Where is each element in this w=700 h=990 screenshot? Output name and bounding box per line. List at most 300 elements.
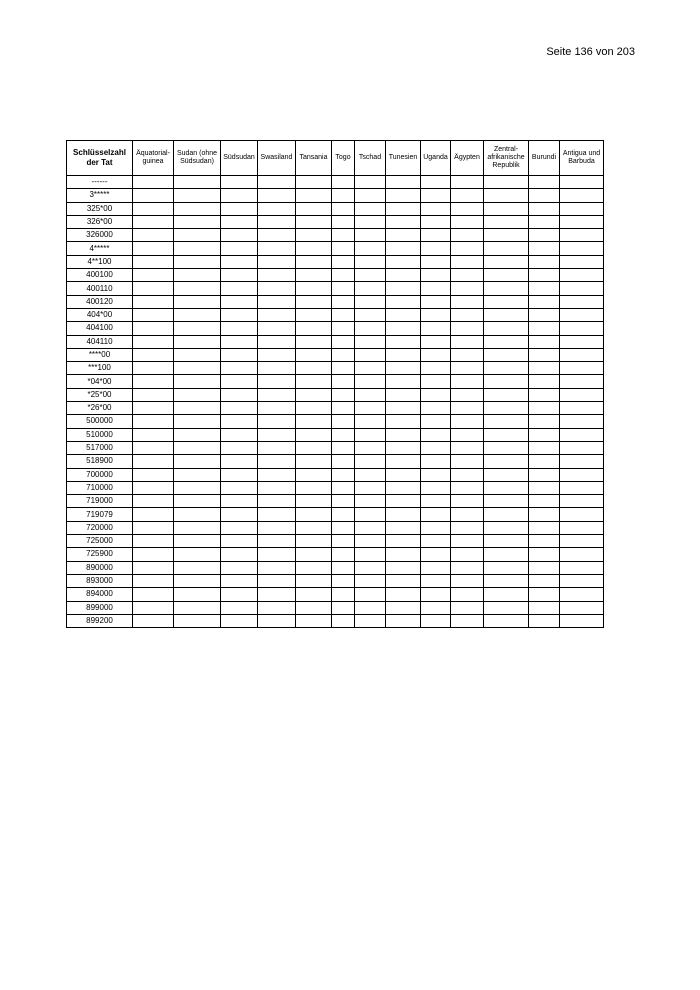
empty-cell <box>386 269 421 282</box>
empty-cell <box>296 548 332 561</box>
table-row <box>67 335 604 348</box>
empty-cell <box>174 215 221 228</box>
empty-cell <box>332 242 355 255</box>
empty-cell <box>355 215 386 228</box>
empty-cell <box>296 428 332 441</box>
empty-cell <box>258 388 296 401</box>
empty-cell <box>421 588 451 601</box>
empty-cell <box>355 176 386 189</box>
empty-cell <box>332 295 355 308</box>
empty-cell <box>484 255 529 268</box>
row-key-cell: 4**100 <box>67 255 133 268</box>
table-row <box>67 468 604 481</box>
empty-cell <box>355 561 386 574</box>
empty-cell <box>221 495 258 508</box>
row-key-cell: 4***** <box>67 242 133 255</box>
empty-cell <box>560 215 604 228</box>
column-header: Äquatorial-guinea <box>133 141 174 176</box>
empty-cell <box>421 508 451 521</box>
empty-cell <box>386 189 421 202</box>
empty-cell <box>133 574 174 587</box>
empty-cell <box>332 215 355 228</box>
row-key-cell: 400100 <box>67 269 133 282</box>
empty-cell <box>296 202 332 215</box>
empty-cell <box>529 176 560 189</box>
empty-cell <box>296 189 332 202</box>
empty-cell <box>386 202 421 215</box>
empty-cell <box>451 614 484 627</box>
empty-cell <box>421 295 451 308</box>
empty-cell <box>258 601 296 614</box>
empty-cell <box>296 468 332 481</box>
empty-cell <box>355 322 386 335</box>
empty-cell <box>529 242 560 255</box>
empty-cell <box>221 574 258 587</box>
empty-cell <box>133 215 174 228</box>
empty-cell <box>484 548 529 561</box>
empty-cell <box>529 548 560 561</box>
column-header: Antigua und Barbuda <box>560 141 604 176</box>
table-row <box>67 614 604 627</box>
empty-cell <box>560 202 604 215</box>
empty-cell <box>296 481 332 494</box>
table-row <box>67 548 604 561</box>
row-key-cell: *25*00 <box>67 388 133 401</box>
empty-cell <box>484 189 529 202</box>
empty-cell <box>529 322 560 335</box>
table-row <box>67 441 604 454</box>
empty-cell <box>296 375 332 388</box>
data-table <box>66 140 604 628</box>
empty-cell <box>332 335 355 348</box>
empty-cell <box>451 441 484 454</box>
empty-cell <box>296 415 332 428</box>
empty-cell <box>133 308 174 321</box>
empty-cell <box>560 375 604 388</box>
empty-cell <box>386 335 421 348</box>
empty-cell <box>560 282 604 295</box>
table-row <box>67 202 604 215</box>
empty-cell <box>174 348 221 361</box>
empty-cell <box>355 441 386 454</box>
empty-cell <box>355 229 386 242</box>
empty-cell <box>332 508 355 521</box>
row-key-cell: 710000 <box>67 481 133 494</box>
empty-cell <box>560 255 604 268</box>
empty-cell <box>332 601 355 614</box>
empty-cell <box>560 561 604 574</box>
empty-cell <box>174 282 221 295</box>
empty-cell <box>258 588 296 601</box>
empty-cell <box>484 402 529 415</box>
empty-cell <box>258 255 296 268</box>
empty-cell <box>133 548 174 561</box>
empty-cell <box>560 508 604 521</box>
empty-cell <box>258 269 296 282</box>
empty-cell <box>133 295 174 308</box>
table-body <box>67 176 604 628</box>
empty-cell <box>133 441 174 454</box>
empty-cell <box>529 388 560 401</box>
empty-cell <box>221 189 258 202</box>
empty-cell <box>221 441 258 454</box>
empty-cell <box>258 362 296 375</box>
empty-cell <box>332 415 355 428</box>
empty-cell <box>332 402 355 415</box>
empty-cell <box>560 335 604 348</box>
empty-cell <box>560 601 604 614</box>
empty-cell <box>386 176 421 189</box>
empty-cell <box>451 176 484 189</box>
empty-cell <box>386 242 421 255</box>
empty-cell <box>221 282 258 295</box>
empty-cell <box>332 441 355 454</box>
empty-cell <box>355 481 386 494</box>
empty-cell <box>560 176 604 189</box>
empty-cell <box>296 495 332 508</box>
empty-cell <box>332 588 355 601</box>
empty-cell <box>174 481 221 494</box>
empty-cell <box>451 335 484 348</box>
empty-cell <box>258 215 296 228</box>
empty-cell <box>484 508 529 521</box>
empty-cell <box>296 308 332 321</box>
empty-cell <box>529 282 560 295</box>
empty-cell <box>133 508 174 521</box>
table-row <box>67 574 604 587</box>
row-key-cell: 404*00 <box>67 308 133 321</box>
empty-cell <box>386 295 421 308</box>
empty-cell <box>133 535 174 548</box>
empty-cell <box>451 375 484 388</box>
row-key-cell: 326*00 <box>67 215 133 228</box>
empty-cell <box>221 548 258 561</box>
empty-cell <box>133 601 174 614</box>
empty-cell <box>332 574 355 587</box>
empty-cell <box>529 308 560 321</box>
empty-cell <box>421 348 451 361</box>
empty-cell <box>386 521 421 534</box>
empty-cell <box>258 189 296 202</box>
empty-cell <box>386 215 421 228</box>
empty-cell <box>258 282 296 295</box>
row-key-cell: 894000 <box>67 588 133 601</box>
table-row <box>67 601 604 614</box>
empty-cell <box>332 322 355 335</box>
empty-cell <box>174 508 221 521</box>
empty-cell <box>174 601 221 614</box>
empty-cell <box>451 508 484 521</box>
empty-cell <box>133 415 174 428</box>
empty-cell <box>332 362 355 375</box>
row-key-cell: 700000 <box>67 468 133 481</box>
empty-cell <box>560 548 604 561</box>
empty-cell <box>560 441 604 454</box>
empty-cell <box>386 574 421 587</box>
table-row <box>67 495 604 508</box>
empty-cell <box>421 215 451 228</box>
empty-cell <box>421 242 451 255</box>
empty-cell <box>332 428 355 441</box>
empty-cell <box>355 521 386 534</box>
empty-cell <box>484 481 529 494</box>
empty-cell <box>484 388 529 401</box>
empty-cell <box>296 388 332 401</box>
empty-cell <box>258 375 296 388</box>
column-header: Burundi <box>529 141 560 176</box>
empty-cell <box>386 535 421 548</box>
empty-cell <box>296 242 332 255</box>
empty-cell <box>355 282 386 295</box>
empty-cell <box>451 189 484 202</box>
empty-cell <box>421 402 451 415</box>
empty-cell <box>296 402 332 415</box>
column-header: Uganda <box>421 141 451 176</box>
empty-cell <box>386 388 421 401</box>
empty-cell <box>386 415 421 428</box>
key-column-header: Schlüsselzahl der Tat <box>67 141 133 176</box>
empty-cell <box>484 521 529 534</box>
empty-cell <box>421 548 451 561</box>
empty-cell <box>560 481 604 494</box>
empty-cell <box>133 455 174 468</box>
row-key-cell: ------ <box>67 176 133 189</box>
empty-cell <box>386 468 421 481</box>
empty-cell <box>174 548 221 561</box>
table-row <box>67 375 604 388</box>
empty-cell <box>355 455 386 468</box>
empty-cell <box>258 441 296 454</box>
empty-cell <box>386 402 421 415</box>
table-row <box>67 189 604 202</box>
empty-cell <box>174 495 221 508</box>
empty-cell <box>174 428 221 441</box>
empty-cell <box>221 535 258 548</box>
empty-cell <box>386 375 421 388</box>
empty-cell <box>421 561 451 574</box>
empty-cell <box>421 468 451 481</box>
empty-cell <box>421 481 451 494</box>
empty-cell <box>174 561 221 574</box>
empty-cell <box>355 295 386 308</box>
empty-cell <box>332 468 355 481</box>
row-key-cell: ***100 <box>67 362 133 375</box>
empty-cell <box>174 588 221 601</box>
empty-cell <box>221 521 258 534</box>
empty-cell <box>174 614 221 627</box>
row-key-cell: 500000 <box>67 415 133 428</box>
table-row <box>67 508 604 521</box>
empty-cell <box>221 229 258 242</box>
empty-cell <box>451 402 484 415</box>
empty-cell <box>386 455 421 468</box>
empty-cell <box>355 189 386 202</box>
empty-cell <box>296 601 332 614</box>
empty-cell <box>386 548 421 561</box>
empty-cell <box>529 481 560 494</box>
row-key-cell: 893000 <box>67 574 133 587</box>
empty-cell <box>221 402 258 415</box>
empty-cell <box>133 269 174 282</box>
row-key-cell: 719000 <box>67 495 133 508</box>
empty-cell <box>421 375 451 388</box>
empty-cell <box>296 508 332 521</box>
empty-cell <box>258 561 296 574</box>
empty-cell <box>174 388 221 401</box>
empty-cell <box>296 588 332 601</box>
empty-cell <box>355 308 386 321</box>
empty-cell <box>451 521 484 534</box>
empty-cell <box>529 229 560 242</box>
empty-cell <box>451 348 484 361</box>
table-row <box>67 215 604 228</box>
empty-cell <box>258 335 296 348</box>
empty-cell <box>174 189 221 202</box>
row-key-cell: 400110 <box>67 282 133 295</box>
empty-cell <box>386 255 421 268</box>
empty-cell <box>421 415 451 428</box>
empty-cell <box>386 441 421 454</box>
empty-cell <box>421 282 451 295</box>
table-row <box>67 428 604 441</box>
empty-cell <box>332 375 355 388</box>
empty-cell <box>258 295 296 308</box>
empty-cell <box>386 614 421 627</box>
empty-cell <box>174 322 221 335</box>
empty-cell <box>529 495 560 508</box>
empty-cell <box>451 255 484 268</box>
empty-cell <box>386 481 421 494</box>
empty-cell <box>484 308 529 321</box>
row-key-cell: 326000 <box>67 229 133 242</box>
empty-cell <box>451 269 484 282</box>
empty-cell <box>133 388 174 401</box>
empty-cell <box>221 375 258 388</box>
empty-cell <box>133 229 174 242</box>
empty-cell <box>221 202 258 215</box>
empty-cell <box>386 495 421 508</box>
column-header: Tunesien <box>386 141 421 176</box>
empty-cell <box>355 574 386 587</box>
empty-cell <box>221 362 258 375</box>
empty-cell <box>421 322 451 335</box>
empty-cell <box>133 588 174 601</box>
empty-cell <box>484 415 529 428</box>
empty-cell <box>529 428 560 441</box>
empty-cell <box>133 402 174 415</box>
empty-cell <box>296 215 332 228</box>
empty-cell <box>258 202 296 215</box>
empty-cell <box>221 322 258 335</box>
empty-cell <box>451 388 484 401</box>
empty-cell <box>133 202 174 215</box>
empty-cell <box>355 375 386 388</box>
empty-cell <box>386 322 421 335</box>
empty-cell <box>174 375 221 388</box>
empty-cell <box>421 388 451 401</box>
empty-cell <box>451 362 484 375</box>
table-row <box>67 362 604 375</box>
empty-cell <box>258 548 296 561</box>
empty-cell <box>451 282 484 295</box>
empty-cell <box>484 468 529 481</box>
empty-cell <box>133 335 174 348</box>
empty-cell <box>484 588 529 601</box>
empty-cell <box>355 535 386 548</box>
empty-cell <box>355 468 386 481</box>
empty-cell <box>258 348 296 361</box>
empty-cell <box>133 481 174 494</box>
empty-cell <box>355 415 386 428</box>
empty-cell <box>529 441 560 454</box>
empty-cell <box>560 308 604 321</box>
empty-cell <box>451 215 484 228</box>
empty-cell <box>221 561 258 574</box>
empty-cell <box>560 348 604 361</box>
column-header: Tansania <box>296 141 332 176</box>
row-key-cell: 404100 <box>67 322 133 335</box>
empty-cell <box>296 295 332 308</box>
empty-cell <box>258 415 296 428</box>
empty-cell <box>484 229 529 242</box>
empty-cell <box>133 282 174 295</box>
empty-cell <box>355 335 386 348</box>
empty-cell <box>355 202 386 215</box>
empty-cell <box>484 561 529 574</box>
table-row <box>67 561 604 574</box>
empty-cell <box>133 176 174 189</box>
row-key-cell: 3***** <box>67 189 133 202</box>
empty-cell <box>386 508 421 521</box>
table-row <box>67 388 604 401</box>
empty-cell <box>174 308 221 321</box>
empty-cell <box>451 415 484 428</box>
empty-cell <box>451 495 484 508</box>
empty-cell <box>529 588 560 601</box>
empty-cell <box>560 229 604 242</box>
empty-cell <box>296 455 332 468</box>
empty-cell <box>529 574 560 587</box>
empty-cell <box>355 428 386 441</box>
empty-cell <box>221 415 258 428</box>
empty-cell <box>221 335 258 348</box>
empty-cell <box>133 255 174 268</box>
empty-cell <box>221 455 258 468</box>
empty-cell <box>451 428 484 441</box>
empty-cell <box>221 481 258 494</box>
empty-cell <box>421 189 451 202</box>
empty-cell <box>451 322 484 335</box>
empty-cell <box>451 535 484 548</box>
empty-cell <box>221 242 258 255</box>
table-row <box>67 535 604 548</box>
table-row <box>67 481 604 494</box>
empty-cell <box>451 588 484 601</box>
empty-cell <box>332 229 355 242</box>
empty-cell <box>355 588 386 601</box>
empty-cell <box>421 521 451 534</box>
empty-cell <box>386 601 421 614</box>
row-key-cell: *26*00 <box>67 402 133 415</box>
empty-cell <box>174 402 221 415</box>
row-key-cell: 899200 <box>67 614 133 627</box>
empty-cell <box>174 202 221 215</box>
empty-cell <box>355 362 386 375</box>
empty-cell <box>560 322 604 335</box>
empty-cell <box>484 242 529 255</box>
empty-cell <box>484 614 529 627</box>
empty-cell <box>133 614 174 627</box>
